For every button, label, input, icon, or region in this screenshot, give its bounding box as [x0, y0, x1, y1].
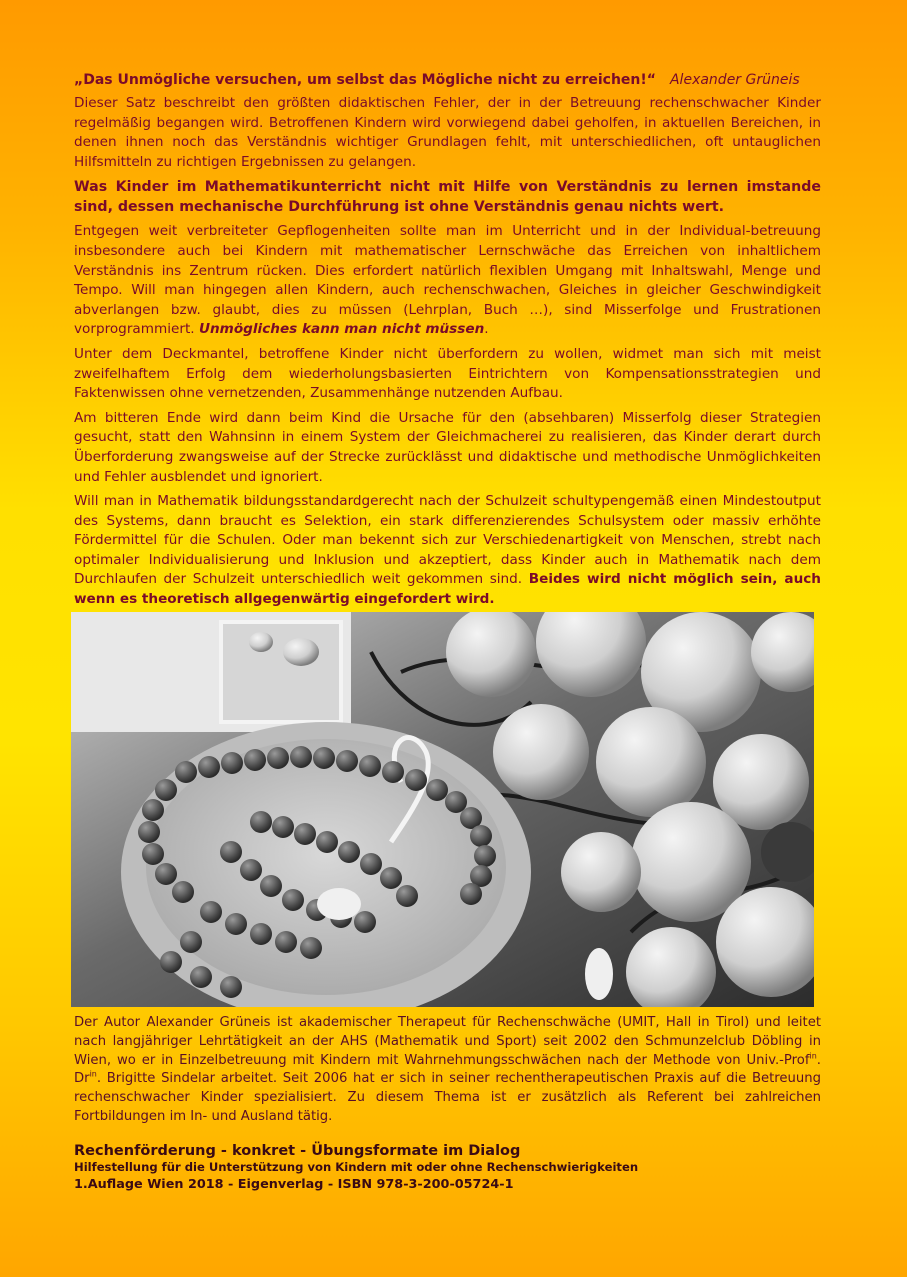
paragraph-6-text: Will man in Mathematik bildungsstandardgerecht nach der Schulzeit schultypengemäß einen Mindestoutput des Systems, dann braucht es Selektion, ein stark differenzierendes Schulsystem oder massiv erhöhte Fördermittel für die Schulen. Oder man bekennt sich zur Verschiedenartigkeit von Menschen, strebt nach optimaler Individualisierung und Inklusion und akzeptiert, dass Kinder auch in Mathematik nach dem Durchlaufen der Schulzeit unterschiedlich weit gekommen sind.: [74, 493, 821, 588]
bio-sup-1: in: [809, 1051, 817, 1061]
bio-sup-2: in: [89, 1070, 97, 1079]
bio-text-c: . Brigitte Sindelar arbeitet. Seit 2006 hat er sich in seiner rechentherapeutischen Praxis auf die Betreuung rechenschwacher Kinder spezialisiert. Zu diesem Thema ist er zusätzlich als Referent bei zahlreichen Fortbildungen im In- und Ausland tätig.: [74, 1071, 821, 1124]
paragraph-4: Unter dem Deckmantel, betroffene Kinder nicht überfordern zu wollen, widmet man sich mit meist zweifelhaftem Erfolg dem wiederholungsbasierten Eintrichtern von Kompensationsstrategien und Faktenwissen ohne vernetzenden, Zusammenhänge nutzenden Aufbau.: [74, 345, 821, 402]
book-edition: 1.Auflage Wien 2018 - Eigenverlag - ISBN 978-3-200-05724-1: [74, 1177, 514, 1192]
author-bio: [74, 1014, 821, 1132]
book-info: [74, 1143, 821, 1192]
paragraph-5: Am bitteren Ende wird dann beim Kind die Ursache für den (absehbaren) Misserfolg dieser Strategien gesucht, statt den Wahnsinn in einem System der Gleichmacherei zu realisieren, das Kinder derart durch Überforderung zwangsweise auf der Strecke zurücklässt und didaktische und methodische Unmöglichkeiten und Fehler ausblendet und ignoriert.: [74, 409, 821, 485]
bio-text-b: . Dr: [74, 1052, 821, 1087]
paragraph-3-text: Entgegen weit verbreiteter Gepflogenheiten sollte man im Unterricht und in der Individual-betreuung insbesondere auch bei Kindern mit mathematischer Lernschwäche das Erreichen von inhaltlichem Verständnis ins Zentrum rücken. Dies erfordert natürlich flexiblen Umgang mit Inhaltswahl, Menge und Tempo. Will man hingegen allen Kindern, auch rechenschwachen, Gleiches in gleicher Geschwindigkeit abverlangen bzw. glaubt, dies zu müssen (Lehrplan, Buch …), sind Misserfolge und Frustrationen vorprogrammiert.: [74, 223, 821, 338]
paragraph-3-end: .: [484, 321, 489, 338]
paragraph-6: [74, 492, 821, 610]
quote: [74, 72, 821, 88]
photo-illustration: [71, 612, 814, 1007]
main-text: [74, 72, 821, 615]
quote-author: Alexander Grüneis: [669, 72, 800, 88]
paragraph-2: Was Kinder im Mathematikunterricht nicht mit Hilfe von Verständnis zu lernen imstande sind, dessen mechanische Durchführung ist ohne Verständnis genau nichts wert.: [74, 179, 821, 216]
paragraph-6-bold: Beides wird nicht möglich sein, auch wenn es theoretisch allgegenwärtig eingefordert wird.: [74, 571, 821, 608]
bio-paragraph: [74, 1014, 821, 1127]
quote-text: „Das Unmögliche versuchen, um selbst das Mögliche nicht zu erreichen!“: [74, 72, 656, 88]
paragraph-1: Dieser Satz beschreibt den größten didaktischen Fehler, der in der Betreuung rechenschwacher Kinder regelmäßig begangen wird. Betroffenen Kindern wird vorwiegend dabei geholfen, in aktuellen Bereichen, in denen ihnen noch das Verständnis wichtiger Grundlagen fehlt, mit unterschiedlichen, oft untauglichen Hilfsmitteln zu richtigen Ergebnissen zu gelangen.: [74, 95, 821, 170]
book-subtitle: Hilfestellung für die Unterstützung von Kindern mit oder ohne Rechenschwierigkeiten: [74, 1160, 639, 1174]
bead-bowl-photo: [71, 612, 814, 1007]
paragraph-3: [74, 222, 821, 340]
bio-text-a: Der Autor Alexander Grüneis ist akademischer Therapeut für Rechenschwäche (UMIT, Hall in Tirol) und leitet nach langjähriger Lehrtätigkeit an der AHS (Mathematik und Sport) seit 2002 den Schmunzelclub Döbling in Wien, wo er in Einzelbetreuung mit Kindern mit Wahrnehmungsschwächen nach der Methode von Univ.-Prof: [74, 1015, 821, 1068]
paragraph-3-emphasis: Unmögliches kann man nicht müssen: [198, 321, 485, 338]
book-title: Rechenförderung - konkret - Übungsformate im Dialog: [74, 1143, 521, 1159]
